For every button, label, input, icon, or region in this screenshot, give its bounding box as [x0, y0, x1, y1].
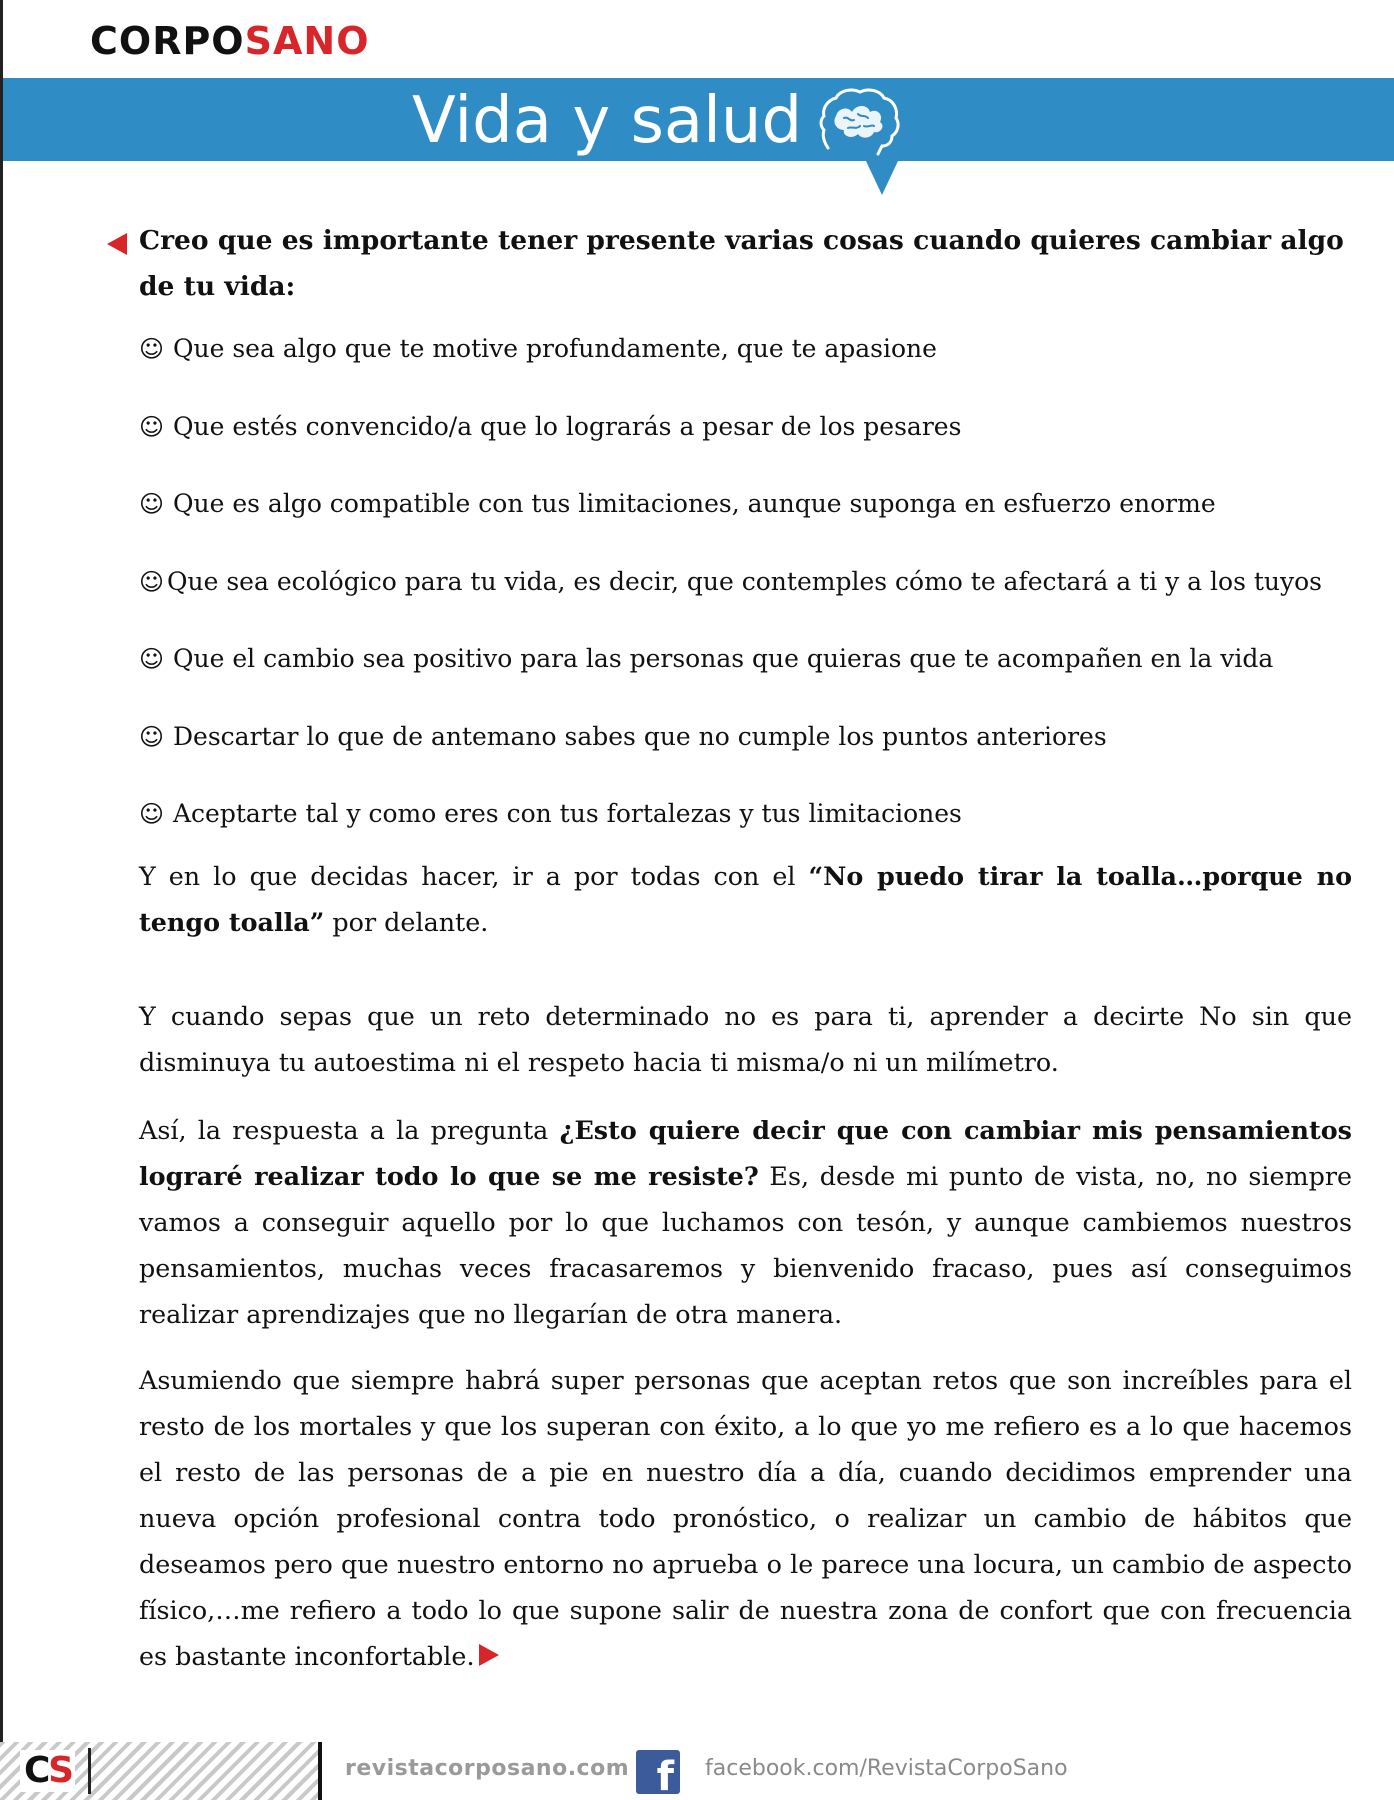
paragraph-reto: Y cuando sepas que un reto determinado no es para ti, aprender a decirte No sin que disminuya tu autoestima ni el respeto hacia ti misma/o ni un milímetro. — [139, 1000, 1352, 1077]
banner-pointer — [866, 161, 898, 195]
paragraph-text: Asumiendo que siempre habrá super personas que aceptan retos que son increíbles para el resto de los mortales y que los superan con éxito, a lo que yo me refiero es a lo que hacemos el resto de las personas de a pie en nuestro día a día, cuando decidimos emprender una nueva opción profesional contra todo pronóstico, o realizar un cambio de hábitos que deseamos pero que nuestro entorno no aprueba o le parece una locura, un cambio de aspecto físico,…me refiero a todo lo que supone salir de nuestra zona de confort que con frecuencia es bastante inconfortable. — [139, 1364, 1352, 1671]
smiley-icon: ☺ — [139, 335, 165, 363]
toalla-quote: “No puedo tirar la toalla…porque no tengo toalla” — [139, 860, 1353, 937]
footer-divider — [318, 1742, 322, 1800]
red-triangle-right-icon — [479, 1644, 499, 1666]
red-triangle-left-icon — [107, 233, 127, 255]
cs-logo-s: S — [48, 1750, 72, 1791]
article-intro — [139, 218, 1352, 310]
list-item — [139, 326, 1352, 372]
smiley-icon: ☺ — [139, 722, 165, 751]
brand-logo-part1: CORPO — [90, 19, 245, 63]
paragraph-text: Es, desde mi punto de vista, no, no siempre vamos a conseguir aquello por lo que luchamos con tesón, y aunque cambiemos nuestros pensamientos, muchas veces fracasaremos y bienvenido fracaso, pues así conseguimos realizar aprendizajes que no llegarían de otra manera. — [139, 1160, 1352, 1329]
smiley-icon: ☺ — [139, 645, 165, 673]
paragraph-toalla — [139, 853, 1352, 945]
list-item-text: Que el cambio sea positivo para las personas que quieras que te acompañen en la vida — [173, 644, 1274, 673]
paragraph-asumiendo — [139, 1357, 1352, 1679]
list-item — [139, 404, 1352, 450]
cs-logo — [20, 1750, 75, 1792]
list-item — [139, 714, 1352, 760]
footer — [0, 1742, 1394, 1800]
logo-bar — [88, 1748, 91, 1794]
list-item-text: Descartar lo que de antemano sabes que no cumple los puntos anteriores — [173, 721, 1107, 751]
facebook-link[interactable]: facebook.com/RevistaCorpoSano — [705, 1756, 1068, 1781]
cs-logo-c: C — [24, 1750, 49, 1791]
brain-head-icon — [818, 86, 900, 158]
facebook-icon[interactable]: f — [636, 1750, 680, 1794]
list-item — [139, 481, 1352, 527]
smiley-icon: ☺ — [139, 490, 165, 518]
paragraph-respuesta — [139, 1107, 1352, 1337]
list-item-text: Aceptarte tal y como eres con tus fortalezas y tus limitaciones — [173, 799, 962, 828]
list-item — [139, 636, 1352, 682]
paragraph-text: Así, la respuesta a la pregunta — [139, 1114, 560, 1145]
list-item — [139, 559, 1352, 605]
smiley-icon: ☺ — [139, 412, 165, 441]
brand-logo — [90, 19, 370, 63]
list-item — [139, 791, 1352, 837]
list-item-text: Que sea algo que te motive profundamente, que te apasione — [173, 334, 937, 363]
list-item-text: Que es algo compatible con tus limitaciones, aunque suponga en esfuerzo enorme — [173, 489, 1216, 518]
section-title: Vida y salud — [412, 84, 803, 158]
smiley-icon: ☺ — [139, 800, 165, 828]
tips-list — [139, 326, 1352, 837]
paragraph-text: por delante. — [324, 906, 489, 937]
question-bold: ¿Esto quiere decir que con cambiar mis pensamientos lograré realizar todo lo que se me resiste? — [139, 1114, 1352, 1191]
article-intro-text: Creo que es importante tener presente varias cosas cuando quieres cambiar algo de tu vida: — [139, 225, 1344, 302]
list-item-text: Que sea ecológico para tu vida, es decir, que contemples cómo te afectará a ti y a los tuyos — [167, 566, 1323, 596]
website-link[interactable]: revistacorposano.com — [345, 1756, 630, 1781]
article-body — [139, 218, 1352, 1679]
paragraph-text: Y en lo que decidas hacer, ir a por todas con el — [139, 860, 809, 891]
smiley-icon: ☺ — [139, 567, 165, 596]
list-item-text: Que estés convencido/a que lo lograrás a pesar de los pesares — [173, 411, 962, 441]
brand-logo-part2: SANO — [244, 19, 370, 63]
page-border — [0, 0, 3, 1800]
